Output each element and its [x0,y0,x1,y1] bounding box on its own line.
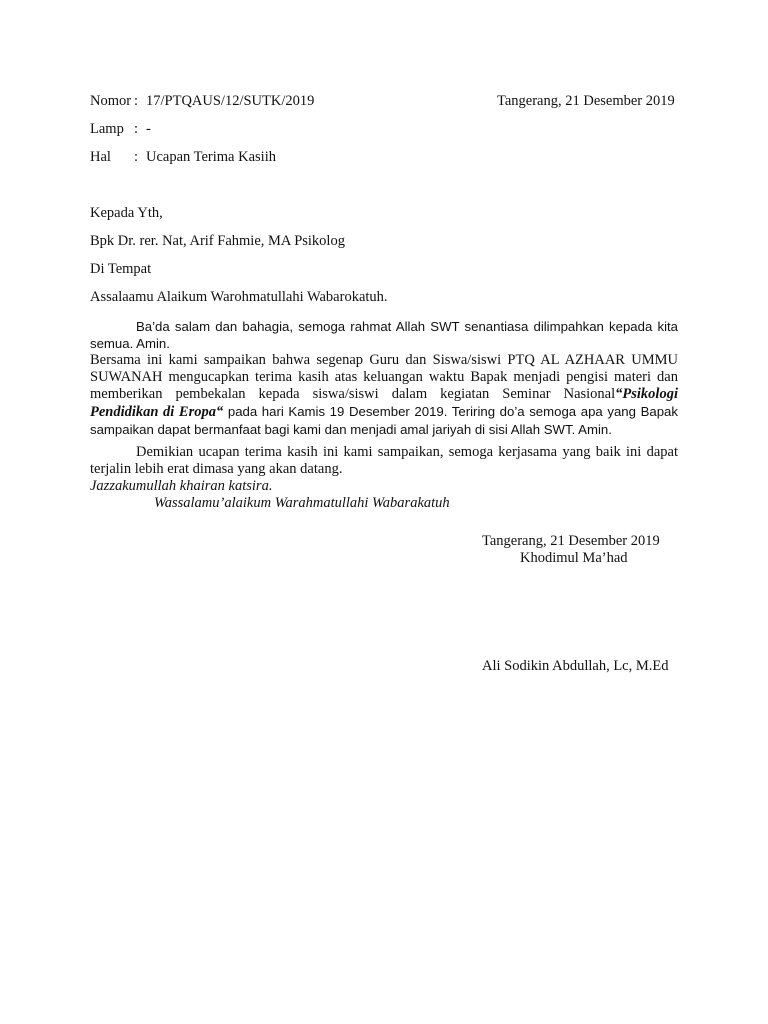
recipient-name: Bpk Dr. rer. Nat, Arif Fahmie, MA Psikolog [90,233,345,249]
lamp-value: - [146,121,151,137]
nomor-separator: : [134,93,139,109]
body-paragraph-1 [90,318,678,352]
body-paragraph-2 [90,352,678,439]
body-paragraph-3-text: Demikian ucapan terima kasih ini kami sampaikan, semoga kerjasama yang baik ini dapat terjalin lebih erat dimasa yang akan datang. [90,444,678,477]
signature-role: Khodimul Ma’had [520,550,628,566]
hal-value: Ucapan Terima Kasiih [146,149,276,165]
closing-salam: Wassalamu’alaikum Warahmatullahi Wabarakatuh [154,495,450,511]
hal-separator: : [134,149,139,165]
opening-greeting: Assalaamu Alaikum Warohmatullahi Wabarokatuh. [90,289,388,305]
nomor-label: Nomor [90,93,132,109]
lamp-label: Lamp [90,121,124,137]
header-place-date: Tangerang, 21 Desember 2019 [497,93,675,109]
recipient-salutation: Kepada Yth, [90,205,163,221]
lamp-separator: : [134,121,139,137]
body-paragraph-2-text-b: pada hari Kamis 19 Desember 2019. Teriring do’a semoga apa yang Bapak sampaikan dapat bermanfaat bagi kami dan menjadi amal jariyah di sisi Allah SWT. Amin. [90,404,678,437]
body-paragraph-1-text: Ba’da salam dan bahagia, semoga rahmat Allah SWT senantiasa dilimpahkan kepada kita semua. Amin. [90,319,678,351]
signature-place-date: Tangerang, 21 Desember 2019 [482,533,660,549]
body-paragraph-3 [90,444,678,478]
closing-prayer: Jazzakumullah khairan katsira. [90,478,273,494]
body-paragraph-2-text-a: Bersama ini kami sampaikan bahwa segenap Guru dan Siswa/siswi PTQ AL AZHAAR UMMU SUWANAH mengucapkan terima kasih atas keluangan waktu Bapak menjadi pengisi materi dan memberikan pembekalan kepada siswa/siswi dalam kegiatan Seminar Nasional [90,352,678,402]
recipient-location: Di Tempat [90,261,152,277]
seminar-title: “Psikologi Pendidikan di Eropa“ [90,386,678,420]
nomor-value: 17/PTQAUS/12/SUTK/2019 [146,93,315,109]
signature-name: Ali Sodikin Abdullah, Lc, M.Ed [482,658,669,674]
hal-label: Hal [90,149,111,165]
